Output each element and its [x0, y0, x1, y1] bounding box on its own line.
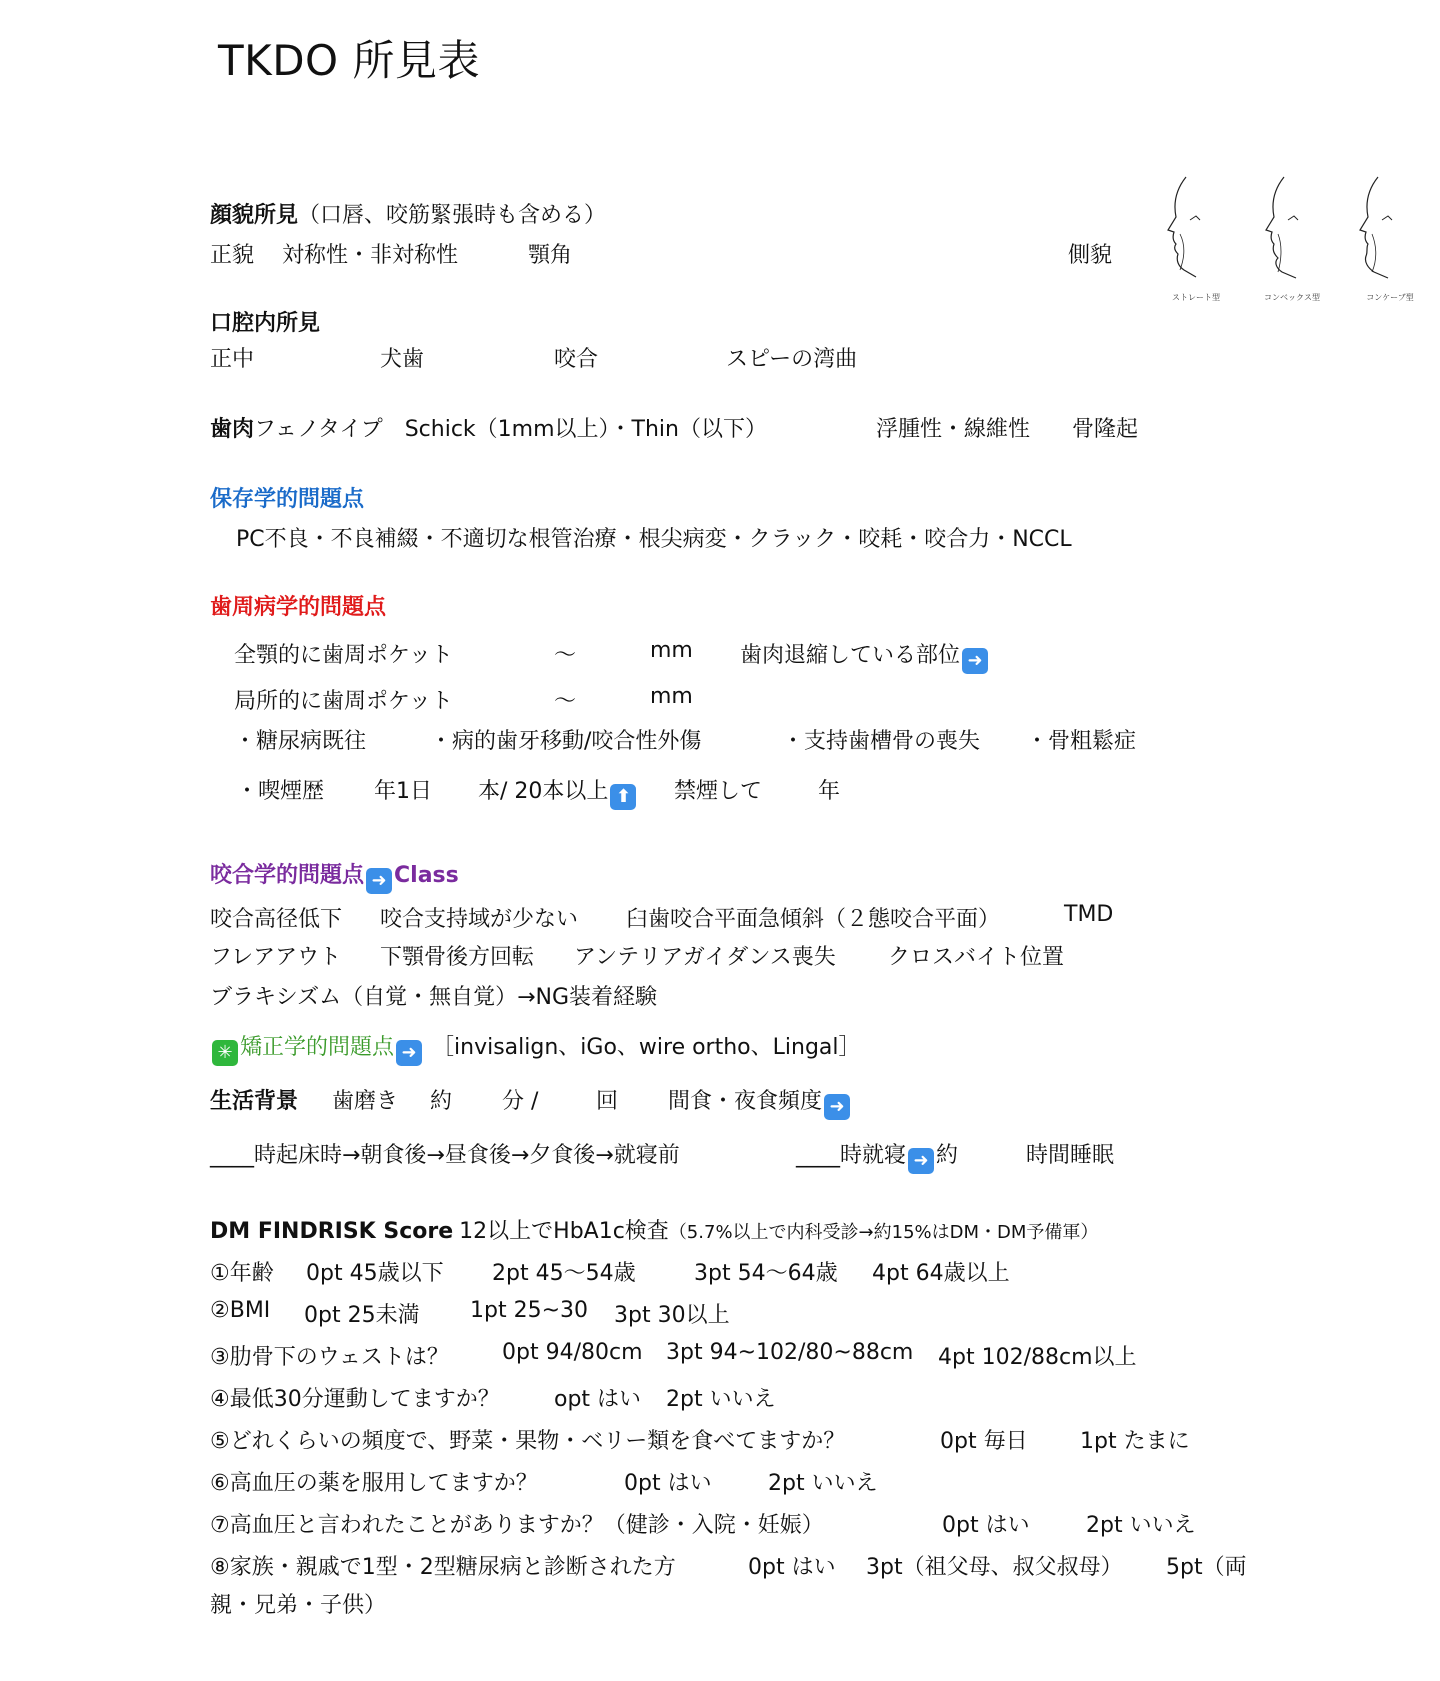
dm-q5-a: 0pt 毎日 — [940, 1429, 1028, 1454]
life-routine: ____時起床時→朝食後→昼食後→夕食後→就寝前 — [210, 1143, 680, 1168]
occlusion-bruxism: ブラキシズム（自覚・無自覚）→NG装着経験 — [210, 985, 658, 1010]
arrow-right-icon: ➜ — [396, 1040, 422, 1066]
life-snack: 間食・夜食頻度 — [668, 1089, 823, 1114]
dm-heading-note: （5.7%以上で内科受診→約15%はDM・DM予備軍） — [668, 1222, 1099, 1243]
perio-full-pocket: 全顎的に歯周ポケット — [234, 643, 453, 668]
life-brushing: 歯磨き — [332, 1089, 399, 1114]
occlusion-anterior-guidance: アンテリアガイダンス喪失 — [574, 945, 836, 970]
perio-quit-years: 年 — [818, 779, 841, 804]
dm-q7-label: ⑦高血圧と言われたことがありますか？（健診・入院・妊娠） — [210, 1513, 824, 1538]
dm-q5-b: 1pt たまに — [1080, 1429, 1190, 1454]
profile-concave-caption: コンケーブ型 — [1366, 293, 1414, 302]
dm-q1-label: ①年齢 — [210, 1261, 274, 1286]
dm-q8-a: 0pt はい — [748, 1555, 836, 1580]
occlusion-heading: 咬合学的問題点 — [210, 863, 365, 888]
perio-osteoporosis: ・骨粗鬆症 — [1026, 729, 1137, 754]
oral-occlusion: 咬合 — [554, 347, 599, 372]
dm-q6-a: 0pt はい — [624, 1471, 712, 1496]
facial-heading: 顔貌所見 — [210, 203, 299, 228]
dm-q3-c: 4pt 102/88cm以上 — [938, 1345, 1137, 1370]
dm-q1-a: 0pt 45歳以下 — [306, 1261, 444, 1286]
page-title: TKDO 所見表 — [218, 36, 480, 85]
gingiva-bone: 骨隆起 — [1072, 417, 1139, 442]
facial-heading-note: （口唇、咬筋緊張時も含める） — [298, 203, 607, 228]
gingiva-heading: 歯肉 — [210, 417, 255, 442]
gingiva-row — [210, 412, 767, 443]
perio-diabetes: ・糖尿病既往 — [234, 729, 367, 754]
dm-heading-row — [210, 1214, 1098, 1245]
dm-heading: DM FINDRISK Score — [210, 1219, 454, 1244]
dm-q1-b: 2pt 45〜54歳 — [492, 1261, 636, 1286]
life-approx: 約 — [430, 1089, 453, 1114]
perio-full-mm: mm — [650, 638, 693, 663]
perio-heading: 歯周病学的問題点 — [210, 595, 387, 620]
perio-smoking: ・喫煙歴 — [236, 779, 325, 804]
profile-straight-caption: ストレート型 — [1172, 293, 1220, 302]
dm-q2-label: ②BMI — [210, 1298, 271, 1323]
dm-q5-label: ⑤どれくらいの頻度で、野菜・果物・ベリー類を食べてますか？ — [210, 1429, 846, 1454]
arrow-up-icon: ⬆ — [610, 784, 636, 810]
occlusion-rotation: 下顎骨後方回転 — [380, 945, 535, 970]
dm-q2-a: 0pt 25未満 — [304, 1303, 420, 1328]
profile-convex — [1252, 172, 1332, 303]
ortho-heading: 矯正学的問題点 — [240, 1035, 395, 1060]
dm-q4-a: opt はい — [554, 1387, 642, 1412]
occlusion-tmd: TMD — [1064, 902, 1114, 927]
occlusion-support: 咬合支持域が少ない — [380, 907, 579, 932]
profile-convex-icon — [1252, 172, 1332, 292]
arrow-right-icon: ➜ — [962, 648, 988, 674]
occlusion-heading-row — [210, 858, 459, 894]
arrow-right-icon: ➜ — [824, 1094, 850, 1120]
oral-heading: 口腔内所見 — [210, 311, 321, 336]
dm-q8-b: 3pt（祖父母、叔父叔母） — [866, 1555, 1123, 1580]
conservative-list: PC不良・不良補綴・不適切な根管治療・根尖病変・クラック・咬耗・咬合力・NCCL — [236, 527, 1072, 552]
life-minutes: 分 / — [502, 1089, 539, 1114]
occlusion-class: Class — [394, 863, 459, 888]
facial-jaw-angle: 顎角 — [528, 243, 573, 268]
dm-q3-a: 0pt 94/80cm — [502, 1340, 643, 1365]
gingiva-types: 浮腫性・線維性 — [876, 417, 1031, 442]
dm-q3-label: ③肋骨下のウェストは？ — [210, 1345, 449, 1370]
profile-concave — [1350, 172, 1430, 303]
dm-q4-label: ④最低30分運動してますか？ — [210, 1387, 500, 1412]
dm-q7-a: 0pt はい — [942, 1513, 1030, 1538]
life-heading: 生活背景 — [210, 1089, 299, 1114]
arrow-right-icon: ➜ — [908, 1148, 934, 1174]
life-snack-row — [668, 1084, 852, 1120]
perio-smoking-years: 年1日 — [374, 779, 432, 804]
sparkle-icon: ✳ — [212, 1040, 238, 1066]
conservative-heading: 保存学的問題点 — [210, 487, 365, 512]
life-bedtime-row — [796, 1138, 958, 1174]
facial-front-label: 正貌 — [210, 243, 255, 268]
dm-q1-d: 4pt 64歳以上 — [872, 1261, 1010, 1286]
ortho-row — [210, 1030, 861, 1066]
dm-q1-c: 3pt 54〜64歳 — [694, 1261, 838, 1286]
perio-full-tilde: 〜 — [554, 643, 577, 668]
dm-q8-c: 5pt（両 — [1166, 1555, 1247, 1580]
life-bedtime: ____時就寝 — [796, 1143, 907, 1168]
dm-q2-c: 3pt 30以上 — [614, 1303, 730, 1328]
profile-concave-icon — [1350, 172, 1430, 292]
facial-heading-row — [210, 198, 606, 229]
occlusion-vdo: 咬合高径低下 — [210, 907, 343, 932]
occlusion-crossbite: クロスバイト位置 — [888, 945, 1065, 970]
facial-symmetry: 対称性・非対称性 — [282, 243, 459, 268]
dm-q6-label: ⑥高血圧の薬を服用してますか？ — [210, 1471, 538, 1496]
dm-q8-cont: 親・兄弟・子供） — [210, 1593, 387, 1618]
oral-curve-of-spee: スピーの湾曲 — [726, 347, 858, 372]
dm-heading-rest: 12以上でHbA1c検査 — [459, 1219, 669, 1244]
dm-q4-b: 2pt いいえ — [666, 1387, 776, 1412]
profile-straight-icon — [1156, 172, 1236, 292]
life-sleep-approx: 約 — [936, 1143, 959, 1168]
perio-local-tilde: 〜 — [554, 689, 577, 714]
dm-q8-label: ⑧家族・親戚で1型・2型糖尿病と診断された方 — [210, 1555, 676, 1580]
profile-convex-caption: コンベックス型 — [1264, 293, 1320, 302]
perio-recession: 歯肉退縮している部位 — [740, 643, 961, 668]
dm-q3-b: 3pt 94~102/80~88cm — [666, 1340, 914, 1365]
perio-local-mm: mm — [650, 684, 693, 709]
life-sleep-hours: 時間睡眠 — [1026, 1143, 1115, 1168]
gingiva-phenotype: フェノタイプ Schick（1mm以上）・Thin（以下） — [254, 417, 767, 442]
perio-tooth-migration: ・病的歯牙移動/咬合性外傷 — [430, 729, 702, 754]
occlusion-plane: 臼歯咬合平面急傾斜（２態咬合平面） — [626, 907, 1001, 932]
perio-smoking-count: 本/ 20本以上 — [478, 779, 609, 804]
ortho-options: ［invisalign、iGo、wire ortho、Lingal］ — [432, 1035, 861, 1060]
arrow-right-icon: ➜ — [366, 868, 392, 894]
life-times: 回 — [596, 1089, 619, 1114]
oral-canine: 犬歯 — [380, 347, 425, 372]
perio-bone-loss: ・支持歯槽骨の喪失 — [782, 729, 981, 754]
oral-midline: 正中 — [210, 347, 255, 372]
dm-q2-b: 1pt 25~30 — [470, 1298, 589, 1323]
profile-straight — [1156, 172, 1236, 303]
facial-side-label: 側貌 — [1068, 243, 1113, 268]
perio-smoking-count-row — [478, 774, 638, 810]
perio-quit: 禁煙して — [674, 779, 763, 804]
dm-q6-b: 2pt いいえ — [768, 1471, 878, 1496]
occlusion-flare-out: フレアアウト — [210, 945, 342, 970]
perio-recession-row — [740, 638, 990, 674]
dm-q7-b: 2pt いいえ — [1086, 1513, 1196, 1538]
perio-local-pocket: 局所的に歯周ポケット — [234, 689, 453, 714]
